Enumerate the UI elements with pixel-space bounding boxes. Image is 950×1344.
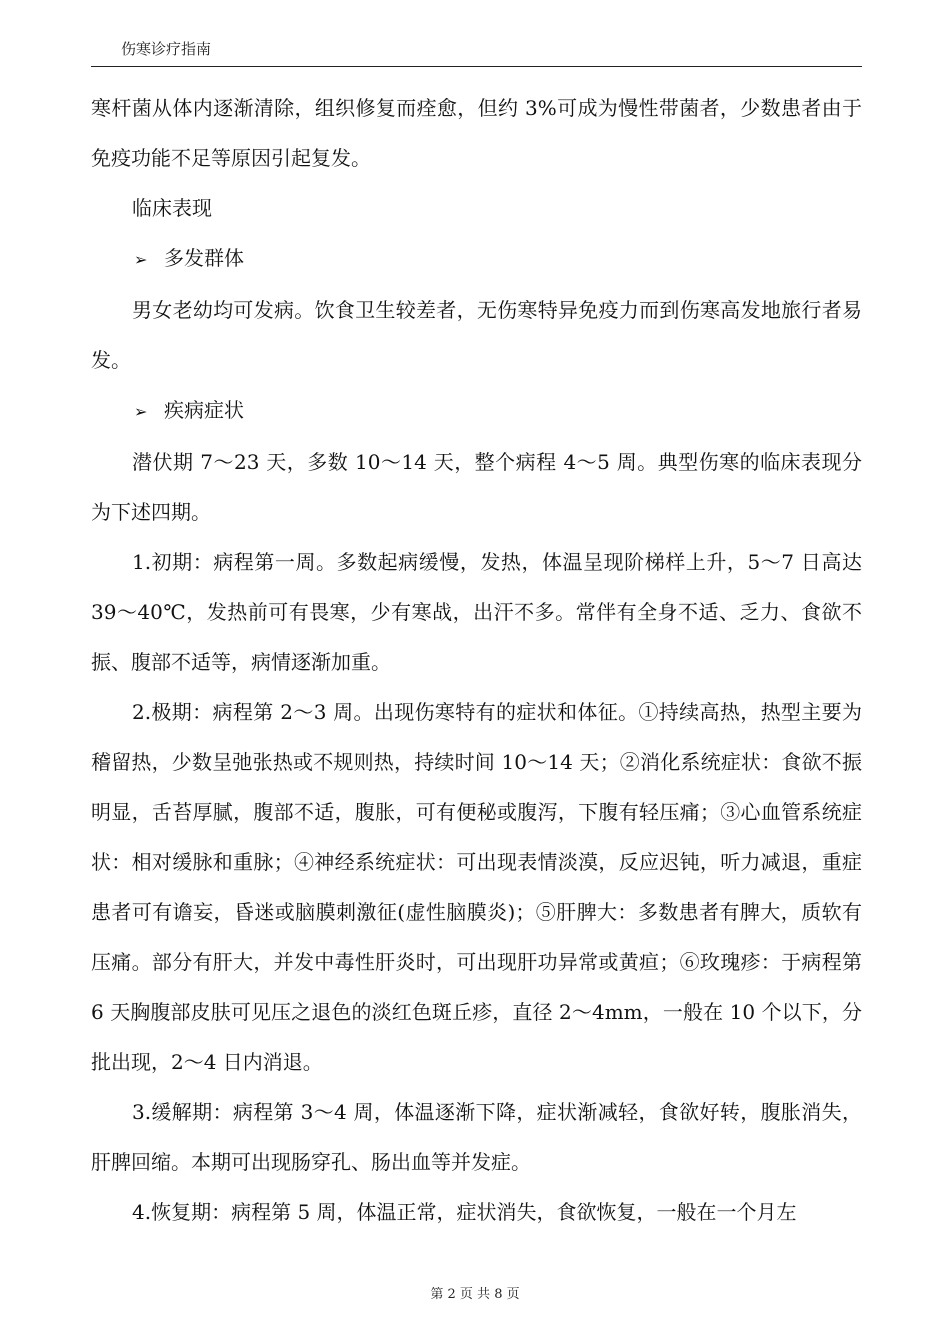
section-heading-clinical: 临床表现 [132,196,212,220]
arrow-bullet-icon: ➢ [134,402,148,421]
paragraph-incubation: 潜伏期 7～23 天，多数 10～14 天，整个病程 4～5 周。典型伤寒的临床表现分为下述四期。 [91,450,862,524]
paragraph-population: 男女老幼均可发病。饮食卫生较差者，无伤寒特异免疫力而到伤寒高发地旅行者易发。 [91,298,862,372]
arrow-bullet-icon: ➢ [134,250,148,269]
paragraph-continuation: 寒杆菌从体内逐渐清除，组织修复而痊愈，但约 3%可成为慢性带菌者，少数患者由于免疫功能不足等原因引起复发。 [91,96,862,170]
document-body [91,83,862,1237]
paragraph-remission-stage: 3.缓解期：病程第 3～4 周，体温逐渐下降，症状渐减轻，食欲好转，腹胀消失，肝脾回缩。本期可出现肠穿孔、肠出血等并发症。 [91,1100,862,1174]
page-header [91,0,862,67]
paragraph-recovery-stage: 4.恢复期：病程第 5 周，体温正常，症状消失，食欲恢复，一般在一个月左 [132,1200,797,1224]
subheading-symptoms-label: 疾病症状 [164,398,244,422]
paragraph-initial-stage: 1.初期：病程第一周。多数起病缓慢，发热，体温呈现阶梯样上升，5～7 日高达 39～40℃，发热前可有畏寒，少有寒战，出汗不多。常伴有全身不适、乏力、食欲不振、腹部不适等，病情逐渐加重。 [91,550,862,674]
paragraph-peak-stage: 2.极期：病程第 2～3 周。出现伤寒特有的症状和体征。①持续高热，热型主要为稽留热，少数呈弛张热或不规则热，持续时间 10～14 天；②消化系统症状：食欲不振明显，舌苔厚腻，腹部不适，腹胀，可有便秘或腹泻，下腹有轻压痛；③心血管系统症状：相对缓脉和重脉；④神经系统症状：可出现表情淡漠，反应迟钝，听力减退，重症患者可有谵妄，昏迷或脑膜刺激征(虚性脑膜炎)；⑤肝脾大：多数患者有脾大，质软有压痛。部分有肝大，并发中毒性肝炎时，可出现肝功异常或黄疸；⑥玫瑰疹：于病程第 6 天胸腹部皮肤可见压之退色的淡红色斑丘疹，直径 2～4mm，一般在 10 个以下，分批出现，2～4 日内消退。 [91,700,862,1074]
subheading-population-label: 多发群体 [164,246,244,270]
subheading-symptoms [91,385,862,437]
subheading-population [91,233,862,285]
header-title: 伤寒诊疗指南 [121,40,212,58]
page-footer: 第 2 页 共 8 页 [430,1287,520,1302]
